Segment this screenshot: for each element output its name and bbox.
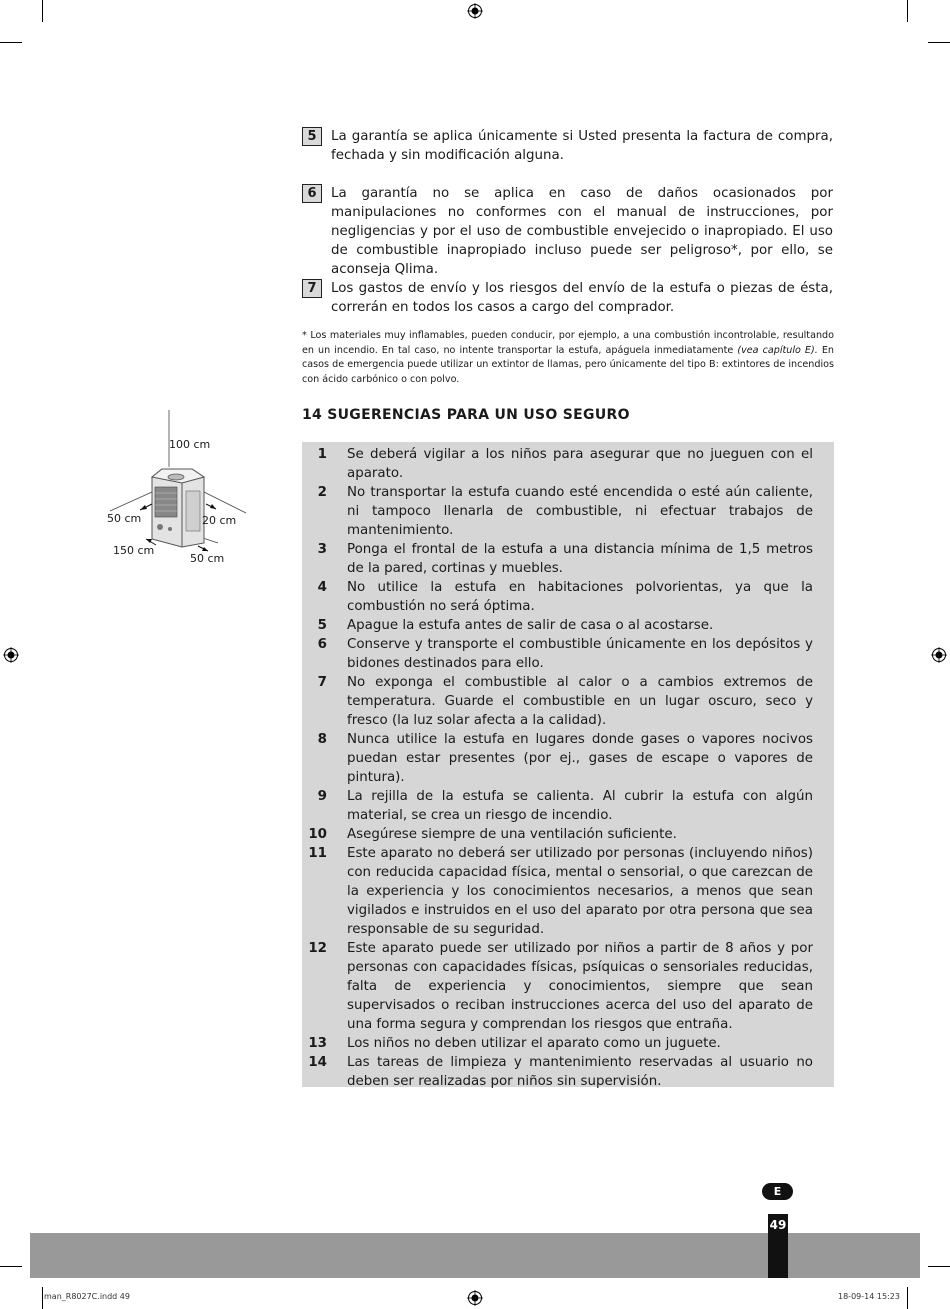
clearance-front-left-label: 150 cm — [113, 544, 155, 557]
tip-number: 7 — [317, 675, 327, 690]
registration-mark-icon — [931, 647, 947, 663]
crop-mark — [928, 42, 950, 43]
footnote-text: * Los materiales muy inflamables, pueden conducir, por ejemplo, a una combustión incontrolable, resultando en un incendio. En tal caso, no intente transportar la estufa, apáguela inmediatamente — [302, 330, 834, 356]
clearance-top-label: 100 cm — [169, 438, 211, 451]
tip-text: Las tareas de limpieza y mantenimiento reservadas al usuario no deben ser realizadas por niños sin supervisión. — [347, 1055, 813, 1089]
footnote — [302, 329, 834, 387]
tip-number: 2 — [317, 485, 327, 500]
section-title: 14 SUGERENCIAS PARA UN USO SEGURO — [302, 407, 630, 423]
safety-tip-item — [302, 844, 834, 939]
safety-tips-box — [302, 442, 834, 1087]
tip-number: 13 — [308, 1036, 327, 1051]
page-number: 49 — [769, 1218, 787, 1232]
tip-text: No exponga el combustible al calor o a cambios extremos de temperatura. Guarde el combustible en un lugar oscuro, seco y fresco (la luz solar afecta a la calidad). — [347, 675, 813, 728]
language-badge: E — [762, 1183, 793, 1200]
safety-tip-item — [302, 787, 834, 825]
registration-mark-icon — [467, 3, 483, 19]
tip-text: La rejilla de la estufa se calienta. Al cubrir la estufa con algún material, se crea un riesgo de incendio. — [347, 789, 813, 823]
safety-tip-item — [302, 825, 834, 844]
safety-tip-item — [302, 616, 834, 635]
safety-tips-list — [302, 445, 834, 1091]
crop-mark — [42, 0, 43, 22]
item-number-badge: 7 — [302, 279, 322, 298]
tip-number: 4 — [317, 580, 327, 595]
footnote-reference: (vea capítulo E). — [737, 344, 818, 356]
tip-text: Ponga el frontal de la estufa a una distancia mínima de 1,5 metros de la pared, cortinas y muebles. — [347, 542, 813, 576]
tip-text: Este aparato puede ser utilizado por niños a partir de 8 años y por personas con capacidades físicas, psíquicas o sensoriales reducidas, falta de experiencia y conocimientos, siempre que sean supervisados o reciban instrucciones acerca del uso del aparato de una forma segura y comprendan los riesgos que entraña. — [347, 941, 813, 1032]
clearance-front-right-label: 50 cm — [190, 552, 225, 565]
file-slug: man_R8027C.indd 49 — [44, 1292, 130, 1301]
tip-number: 9 — [317, 789, 327, 804]
safety-tip-item — [302, 540, 834, 578]
registration-mark-icon — [3, 647, 19, 663]
tip-text: No utilice la estufa en habitaciones polvorientas, ya que la combustión no será óptima. — [347, 580, 813, 614]
item-number-badge: 5 — [302, 127, 322, 146]
clearance-left-label: 50 cm — [107, 512, 142, 525]
warranty-item-text: Los gastos de envío y los riesgos del envío de la estufa o piezas de ésta, correrán en todos los casos a cargo del comprador. — [331, 281, 833, 315]
tip-number: 5 — [317, 618, 327, 633]
warranty-item-text: La garantía se aplica únicamente si Usted presenta la factura de compra, fechada y sin modificación alguna. — [331, 129, 833, 163]
tip-text: Apague la estufa antes de salir de casa o al acostarse. — [347, 618, 714, 633]
safety-tip-item — [302, 578, 834, 616]
crop-mark — [928, 1266, 950, 1267]
tip-text: Asegúrese siempre de una ventilación suficiente. — [347, 827, 677, 842]
tip-number: 8 — [317, 732, 327, 747]
tip-text: Se deberá vigilar a los niños para asegurar que no jueguen con el aparato. — [347, 447, 813, 481]
safety-tip-item — [302, 483, 834, 540]
safety-tip-item — [302, 1034, 834, 1053]
tip-text: Nunca utilice la estufa en lugares donde gases o vapores nocivos puedan estar presentes (por ej., gases de escape o vapores de pintura). — [347, 732, 813, 785]
tip-text: Conserve y transporte el combustible únicamente en los depósitos y bidones destinados para ello. — [347, 637, 813, 671]
safety-tip-item — [302, 673, 834, 730]
crop-mark — [0, 42, 22, 43]
safety-tip-item — [302, 730, 834, 787]
crop-mark — [907, 0, 908, 22]
item-number-badge: 6 — [302, 184, 322, 203]
safety-tip-item — [302, 939, 834, 1034]
safety-tip-item — [302, 635, 834, 673]
tip-number: 12 — [308, 941, 327, 956]
tip-text: Este aparato no deberá ser utilizado por personas (incluyendo niños) con reducida capacidad física, mental o sensorial, o que carezcan de la experiencia y los conocimientos necesarios, a menos que sean vigilados e instruidos en el uso del aparato por otra persona que sea responsable de su seguridad. — [347, 846, 813, 937]
safety-tip-item — [302, 445, 834, 483]
tip-text: No transportar la estufa cuando esté encendida o esté aún caliente, ni tampoco llenarla de combustible, ni efectuar trabajos de mantenimiento. — [347, 485, 813, 538]
crop-mark — [42, 1287, 43, 1309]
tip-number: 6 — [317, 637, 327, 652]
warranty-item-text: La garantía no se aplica en caso de daños ocasionados por manipulaciones no conformes con el manual de instrucciones, por negligencias y por el uso de combustible envejecido o inapropiado. El uso de combustible inapropiado incluso puede ser peligroso*, por ello, se aconseja Qlima. — [331, 186, 833, 277]
date-slug: 18-09-14 15:23 — [838, 1292, 900, 1301]
crop-mark — [0, 1266, 22, 1267]
tip-number: 14 — [308, 1055, 327, 1070]
registration-mark-icon — [467, 1290, 483, 1306]
footnote-text: En casos de emergencia puede utilizar un extintor de llamas, pero únicamente del tipo B: extintores de incendios con ácido carbónico o con polvo. — [302, 344, 834, 385]
tip-number: 1 — [317, 447, 327, 462]
tip-number: 11 — [308, 846, 327, 861]
clearance-right-label: 20 cm — [202, 514, 237, 527]
crop-mark — [907, 1287, 908, 1309]
tip-number: 10 — [308, 827, 327, 842]
safety-tip-item — [302, 1053, 834, 1091]
tip-text: Los niños no deben utilizar el aparato como un juguete. — [347, 1036, 721, 1051]
tip-number: 3 — [317, 542, 327, 557]
